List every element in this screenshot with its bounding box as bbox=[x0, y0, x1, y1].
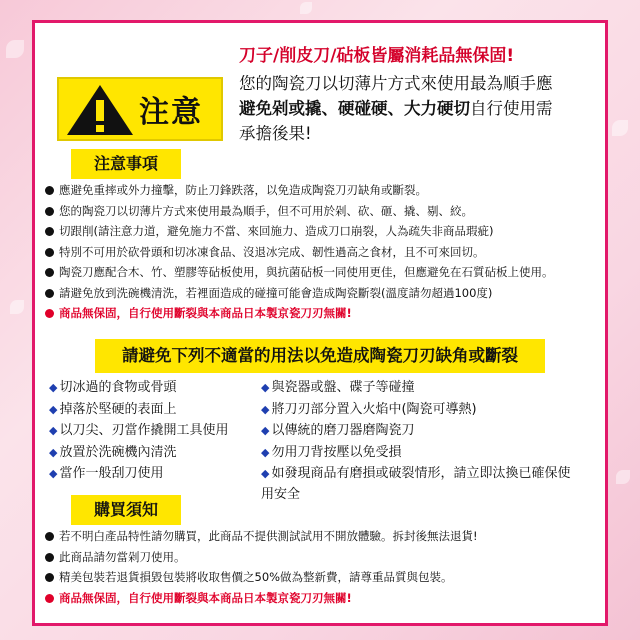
header-warning-line: 刀子/削皮刀/砧板皆屬消耗品無保固! bbox=[239, 46, 515, 66]
bullet-dot-icon bbox=[45, 268, 54, 277]
list-item: ◆ 如發現商品有磨損或破裂情形，請立即汰換已確保使用安全 bbox=[261, 466, 571, 502]
header-body-bold: 避免剁或撬、硬碰硬、大力硬切 bbox=[239, 99, 470, 118]
bullet-dot-icon bbox=[45, 553, 54, 562]
list-item: 應避免重摔或外力撞擊，防止刀鋒跌落，以免造成陶瓷刀刃缺角或斷裂。 bbox=[45, 181, 601, 202]
diamond-bullet-icon: ◆ bbox=[261, 467, 270, 480]
sakura-petal bbox=[616, 470, 630, 484]
header-body-line3: 承擔後果! bbox=[239, 124, 312, 143]
list-item: 切跟削(請注意力道，避免施力不當、來回施力、造成刀口崩裂，人為疏失非商品瑕疵) bbox=[45, 222, 601, 243]
notice-card bbox=[32, 20, 608, 626]
bullet-dot-icon bbox=[45, 207, 54, 216]
list-item: ◆ 切冰過的食物或骨頭 bbox=[49, 380, 177, 395]
bullet-dot-icon bbox=[45, 573, 54, 582]
list-item: ◆ 將刀刃部分置入火焰中(陶瓷可導熱) bbox=[261, 401, 477, 417]
list-item: 陶瓷刀應配合木、竹、塑膠等砧板使用，與抗菌砧板一同使用更佳，但應避免在石質砧板上使用。 bbox=[45, 263, 601, 284]
list-item: ◆ 以傳統的磨刀器磨陶瓷刀 bbox=[261, 423, 415, 438]
list-item: 若不明白產品特性請勿購買，此商品不提供測試試用不開放體驗。拆封後無法退貨! bbox=[45, 527, 601, 548]
list-item: 您的陶瓷刀以切薄片方式來使用最為順手，但不可用於剁、砍、砸、撬、剔、絞。 bbox=[45, 202, 601, 223]
notes-list bbox=[45, 181, 601, 325]
bullet-dot-icon bbox=[45, 594, 54, 603]
bullet-dot-icon bbox=[45, 248, 54, 257]
header-text bbox=[239, 43, 599, 146]
list-item: 精美包裝若退貨損毀包裝將收取售價之50%做為整新費，請尊重品質與包裝。 bbox=[45, 568, 601, 589]
list-item: 請避免放到洗碗機清洗，若裡面造成的碰撞可能會造成陶瓷斷裂(溫度請勿超過100度) bbox=[45, 284, 601, 305]
list-item: 特別不可用於砍骨頭和切冰凍食品、沒退冰完成、韌性過高之食材，且不可來回切。 bbox=[45, 243, 601, 264]
header-body-line1: 您的陶瓷刀以切薄片方式來使用最為順手應 bbox=[239, 74, 553, 93]
diamond-bullet-icon: ◆ bbox=[261, 381, 270, 394]
diamond-bullet-icon: ◆ bbox=[49, 424, 58, 437]
list-item-warning: 商品無保固，自行使用斷裂與本商品日本製京瓷刀刃無關! bbox=[45, 304, 601, 325]
avoid-list-right bbox=[261, 377, 571, 505]
sakura-petal bbox=[612, 120, 628, 136]
bullet-dot-icon bbox=[45, 289, 54, 298]
purchase-title: 購買須知 bbox=[71, 495, 181, 525]
diamond-bullet-icon: ◆ bbox=[261, 424, 270, 437]
diamond-bullet-icon: ◆ bbox=[261, 445, 270, 459]
list-item-warning: 商品無保固，自行使用斷裂與本商品日本製京瓷刀刃無關! bbox=[45, 589, 601, 610]
list-item: ◆ 勿用刀背按壓以免受損 bbox=[261, 444, 402, 460]
warning-badge bbox=[57, 77, 223, 141]
list-item: ◆ 當作一般刮刀使用 bbox=[49, 466, 164, 481]
diamond-bullet-icon: ◆ bbox=[49, 402, 58, 416]
purchase-list bbox=[45, 527, 601, 609]
bullet-dot-icon bbox=[45, 309, 54, 318]
sakura-petal bbox=[10, 300, 24, 314]
notes-title: 注意事項 bbox=[71, 149, 181, 179]
diamond-bullet-icon: ◆ bbox=[49, 445, 58, 459]
diamond-bullet-icon: ◆ bbox=[49, 467, 58, 480]
sakura-petal bbox=[6, 40, 24, 58]
list-item: ◆ 掉落於堅硬的表面上 bbox=[49, 401, 177, 417]
avoid-list-left bbox=[49, 377, 228, 485]
warning-triangle-icon bbox=[65, 83, 135, 137]
list-item: ◆ 以刀尖、刃當作撬開工具使用 bbox=[49, 423, 229, 438]
avoid-title: 請避免下列不適當的用法以免造成陶瓷刀刃缺角或斷裂 bbox=[95, 339, 545, 373]
header-body-rest: 自行使用需 bbox=[470, 99, 553, 118]
list-item: 此商品請勿當剁刀使用。 bbox=[45, 548, 601, 569]
diamond-bullet-icon: ◆ bbox=[49, 381, 58, 394]
warning-title: 注意 bbox=[139, 95, 203, 130]
list-item: ◆ 與瓷器或盤、碟子等碰撞 bbox=[261, 380, 415, 395]
diamond-bullet-icon: ◆ bbox=[261, 402, 270, 416]
sakura-petal bbox=[300, 2, 312, 14]
bullet-dot-icon bbox=[45, 532, 54, 541]
bullet-dot-icon bbox=[45, 227, 54, 236]
bullet-dot-icon bbox=[45, 186, 54, 195]
list-item: ◆ 放置於洗碗機內清洗 bbox=[49, 444, 177, 460]
header-body bbox=[239, 71, 599, 146]
header bbox=[45, 37, 601, 167]
